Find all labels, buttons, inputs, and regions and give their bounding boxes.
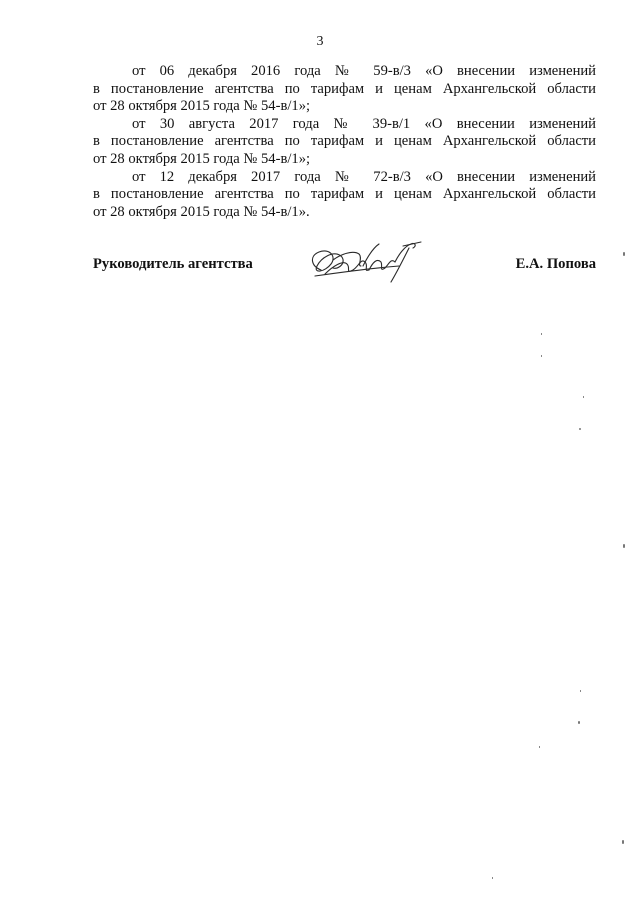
- scan-speck: [580, 690, 581, 692]
- paragraph-line: от 30 августа 2017 года № 39-в/1 «О внесении изменений: [132, 115, 596, 132]
- scan-speck: [492, 877, 493, 879]
- paragraph-line: в постановление агентства по тарифам и ценам Архангельской области: [93, 80, 596, 97]
- signatory-title: Руководитель агентства: [93, 256, 253, 272]
- amendment-paragraph-1: [93, 63, 596, 116]
- paragraph-line: от 28 октября 2015 года № 54-в/1»;: [93, 150, 311, 167]
- paragraph-line: от 12 декабря 2017 года № 72-в/3 «О внесении изменений: [132, 168, 596, 185]
- page-number: 3: [316, 34, 324, 49]
- scan-speck: [578, 721, 580, 724]
- amendment-paragraph-3: [93, 169, 596, 222]
- paragraph-line: от 28 октября 2015 года № 54-в/1»;: [93, 98, 311, 115]
- scan-speck: [622, 840, 624, 844]
- scan-speck: [623, 252, 625, 256]
- scan-speck: [623, 544, 625, 548]
- paragraph-line: в постановление агентства по тарифам и ценам Архангельской облаcти: [93, 133, 596, 150]
- amendment-paragraph-2: [93, 116, 596, 169]
- scan-speck: [541, 333, 542, 335]
- document-body: [93, 63, 596, 221]
- paragraph-line: от 06 декабря 2016 года № 59-в/3 «О внесении изменений: [132, 63, 596, 79]
- paragraph-line: от 28 октября 2015 года № 54-в/1».: [93, 203, 310, 220]
- handwritten-signature: [303, 236, 428, 288]
- scan-speck: [583, 396, 584, 398]
- scan-speck: [579, 428, 581, 430]
- signatory-name: Е.А. Попова: [515, 256, 596, 272]
- scan-speck: [539, 746, 540, 748]
- paragraph-line: в постановление агентства по тарифам и ценам Архангельской области: [93, 186, 596, 203]
- scan-speck: [541, 355, 542, 357]
